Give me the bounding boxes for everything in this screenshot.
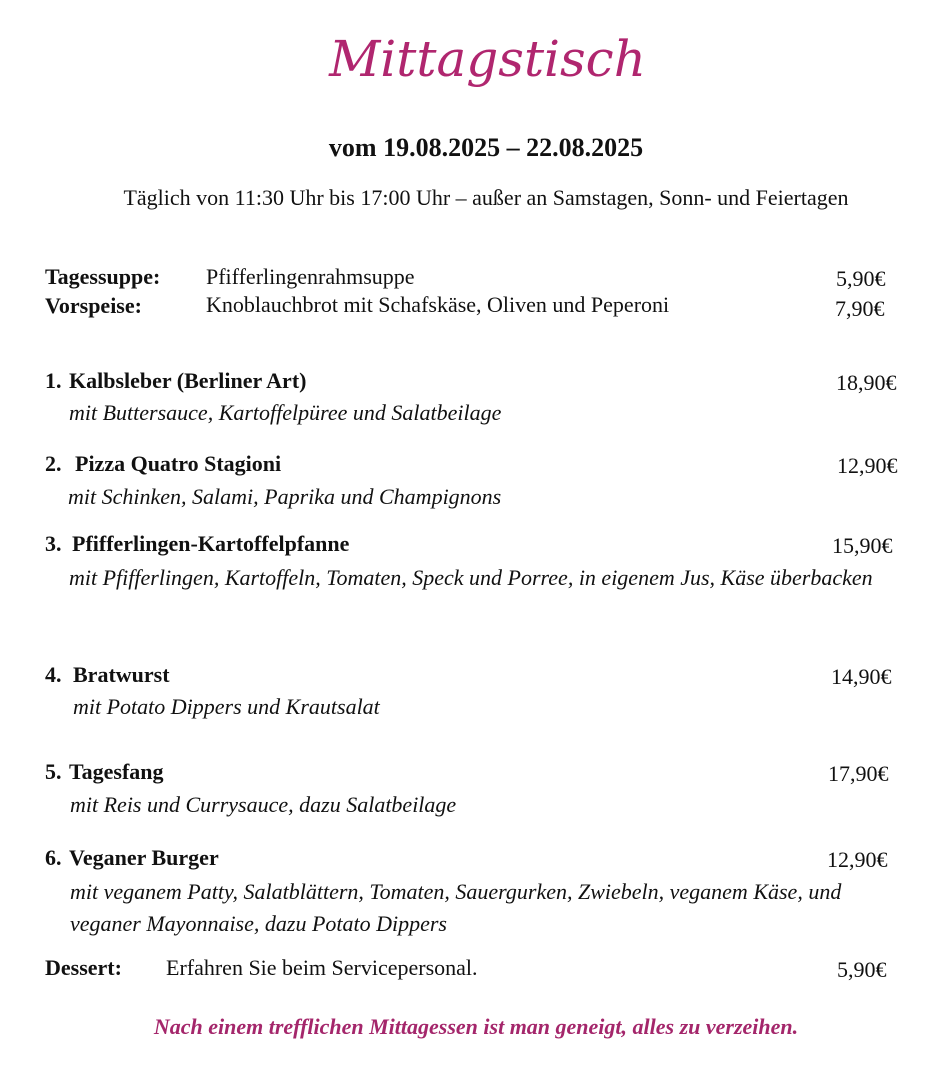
dish-description: mit Schinken, Salami, Paprika und Champignons: [68, 484, 502, 509]
dish-description: mit Potato Dippers und Krautsalat: [73, 694, 380, 719]
dish-description: mit Reis und Currysauce, dazu Salatbeilage: [70, 792, 457, 817]
dish-name: Pfifferlingen-Kartoffelpfanne: [72, 531, 350, 556]
dish-price: 12,90€: [837, 453, 898, 478]
appetizer-price: 7,90€: [835, 296, 885, 321]
dish-price: 17,90€: [828, 761, 889, 786]
opening-hours: Täglich von 11:30 Uhr bis 17:00 Uhr – außer an Samstagen, Sonn- und Feiertagen: [123, 185, 849, 210]
dish-description: mit Buttersauce, Kartoffelpüree und Salatbeilage: [69, 400, 502, 425]
page-title: Mittagstisch: [329, 30, 646, 88]
dish-price: 14,90€: [831, 664, 892, 689]
dish-name: Tagesfang: [69, 759, 164, 784]
appetizer-label: Vorspeise:: [45, 293, 142, 318]
soup-price: 5,90€: [836, 266, 886, 291]
dish-price: 15,90€: [832, 533, 893, 558]
dessert-price: 5,90€: [837, 957, 887, 982]
soup-text: Pfifferlingenrahmsuppe: [206, 264, 415, 289]
dish-number: 4.: [45, 662, 62, 687]
dish-price: 12,90€: [827, 847, 888, 872]
dish-name: Veganer Burger: [69, 845, 219, 870]
dish-price: 18,90€: [836, 370, 897, 395]
footer-quote: Nach einem trefflichen Mittagessen ist man geneigt, alles zu verzeihen.: [153, 1014, 799, 1039]
dish-number: 6.: [45, 845, 62, 870]
dish-name: Kalbsleber (Berliner Art): [69, 368, 307, 393]
soup-label: Tagessuppe:: [45, 264, 161, 289]
dish-name: Pizza Quatro Stagioni: [75, 451, 282, 476]
dish-name: Bratwurst: [73, 662, 170, 687]
dish-number: 5.: [45, 759, 62, 784]
date-range: vom 19.08.2025 – 22.08.2025: [328, 133, 644, 162]
dessert-label: Dessert:: [45, 955, 122, 980]
dish-number: 1.: [45, 368, 62, 393]
dish-number: 3.: [45, 531, 62, 556]
dish-description: mit Pfifferlingen, Kartoffeln, Tomaten, Speck und Porree, in eigenem Jus, Käse überbacken: [69, 565, 873, 590]
dish-number: 2.: [45, 451, 62, 476]
dish-description: mit veganem Patty, Salatblättern, Tomaten, Sauergurken, Zwiebeln, veganem Käse, und veganer Mayonnaise, dazu Potato Dippers: [70, 879, 842, 936]
appetizer-text: Knoblauchbrot mit Schafskäse, Oliven und Peperoni: [206, 292, 670, 317]
dessert-text: Erfahren Sie beim Servicepersonal.: [166, 955, 478, 980]
